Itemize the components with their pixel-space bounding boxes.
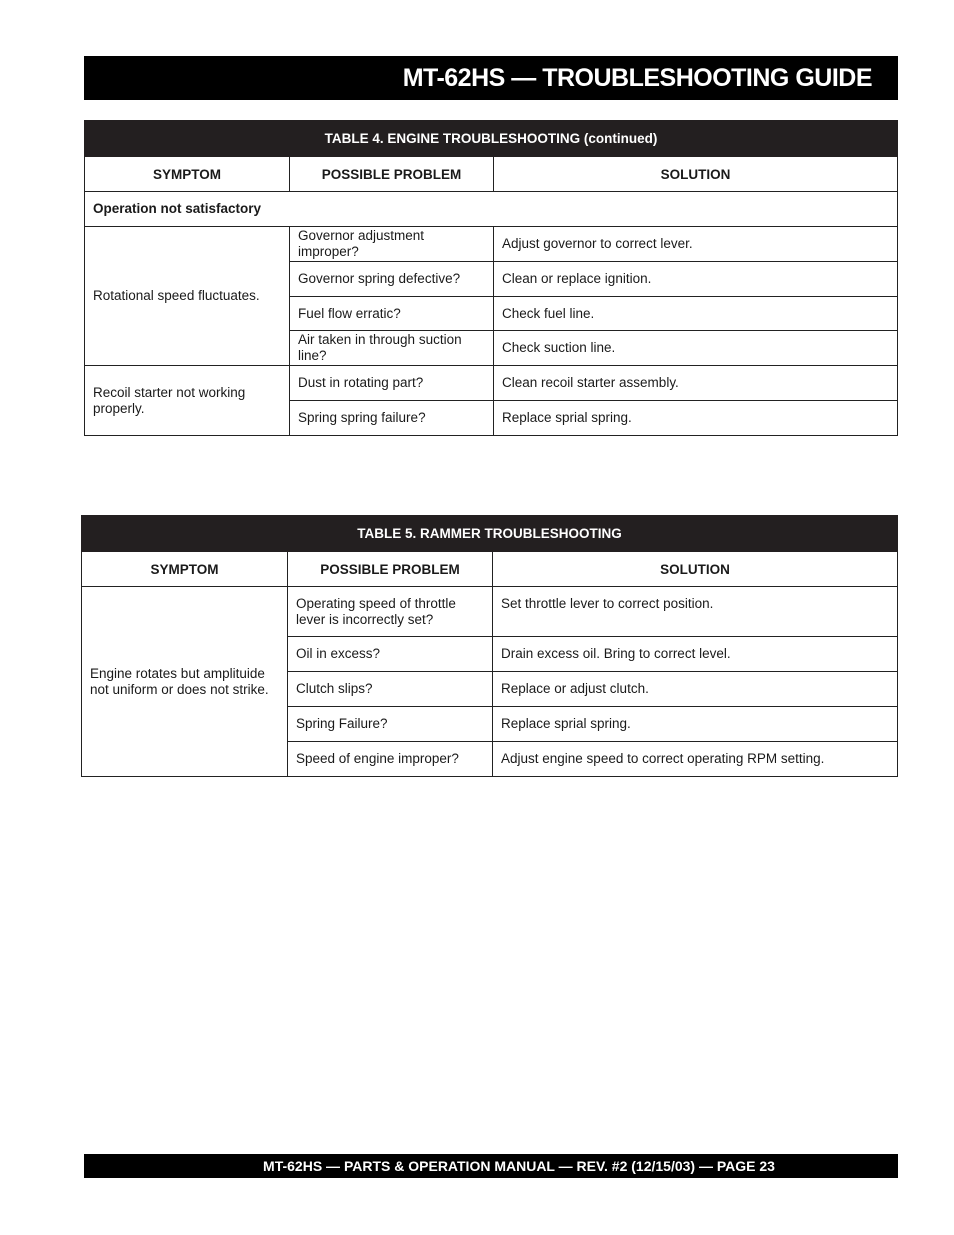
engine-troubleshooting-table [84,120,898,436]
rammer-troubleshooting-table [81,515,898,777]
column-header-symptom: SYMPTOM [85,157,290,192]
problem-cell: Fuel flow erratic? [290,297,494,331]
solution-cell: Check fuel line. [494,297,898,331]
page-footer [84,1154,898,1178]
symptom-cell: Recoil starter not working properly. [85,366,290,436]
problem-cell: Spring Failure? [288,707,493,742]
table-row [85,227,898,262]
symptom-cell: Rotational speed fluctuates. [85,227,290,366]
solution-cell: Replace or adjust clutch. [493,672,898,707]
solution-cell: Drain excess oil. Bring to correct level. [493,637,898,672]
solution-cell: Clean or replace ignition. [494,262,898,297]
solution-cell: Adjust governor to correct lever. [494,227,898,262]
solution-cell: Replace sprial spring. [493,707,898,742]
table-title: TABLE 5. RAMMER TROUBLESHOOTING [82,516,898,552]
problem-cell: Air taken in through suction line? [290,331,494,366]
page-title: MT-62HS — TROUBLESHOOTING GUIDE [402,63,872,92]
solution-cell: Set throttle lever to correct position. [493,587,898,637]
column-header-problem: POSSIBLE PROBLEM [290,157,494,192]
solution-cell: Check suction line. [494,331,898,366]
table-row [85,366,898,401]
solution-cell: Clean recoil starter assembly. [494,366,898,401]
solution-cell: Replace sprial spring. [494,401,898,436]
column-header-solution: SOLUTION [494,157,898,192]
symptom-cell: Engine rotates but amplituide not uniform or does not strike. [82,587,288,777]
problem-cell: Governor adjustment improper? [290,227,494,262]
table-title: TABLE 4. ENGINE TROUBLESHOOTING (continued) [85,121,898,157]
problem-cell: Spring spring failure? [290,401,494,436]
problem-cell: Clutch slips? [288,672,493,707]
problem-cell: Oil in excess? [288,637,493,672]
table-row [82,587,898,637]
page-header [84,56,898,100]
problem-cell: Operating speed of throttle lever is incorrectly set? [288,587,493,637]
column-header-solution: SOLUTION [493,552,898,587]
section-heading: Operation not satisfactory [85,192,898,227]
footer-text: MT-62HS — PARTS & OPERATION MANUAL — REV. #2 (12/15/03) — PAGE 23 [263,1158,775,1174]
problem-cell: Dust in rotating part? [290,366,494,401]
problem-cell: Speed of engine improper? [288,742,493,777]
column-header-symptom: SYMPTOM [82,552,288,587]
problem-cell: Governor spring defective? [290,262,494,297]
column-header-problem: POSSIBLE PROBLEM [288,552,493,587]
solution-cell: Adjust engine speed to correct operating RPM setting. [493,742,898,777]
